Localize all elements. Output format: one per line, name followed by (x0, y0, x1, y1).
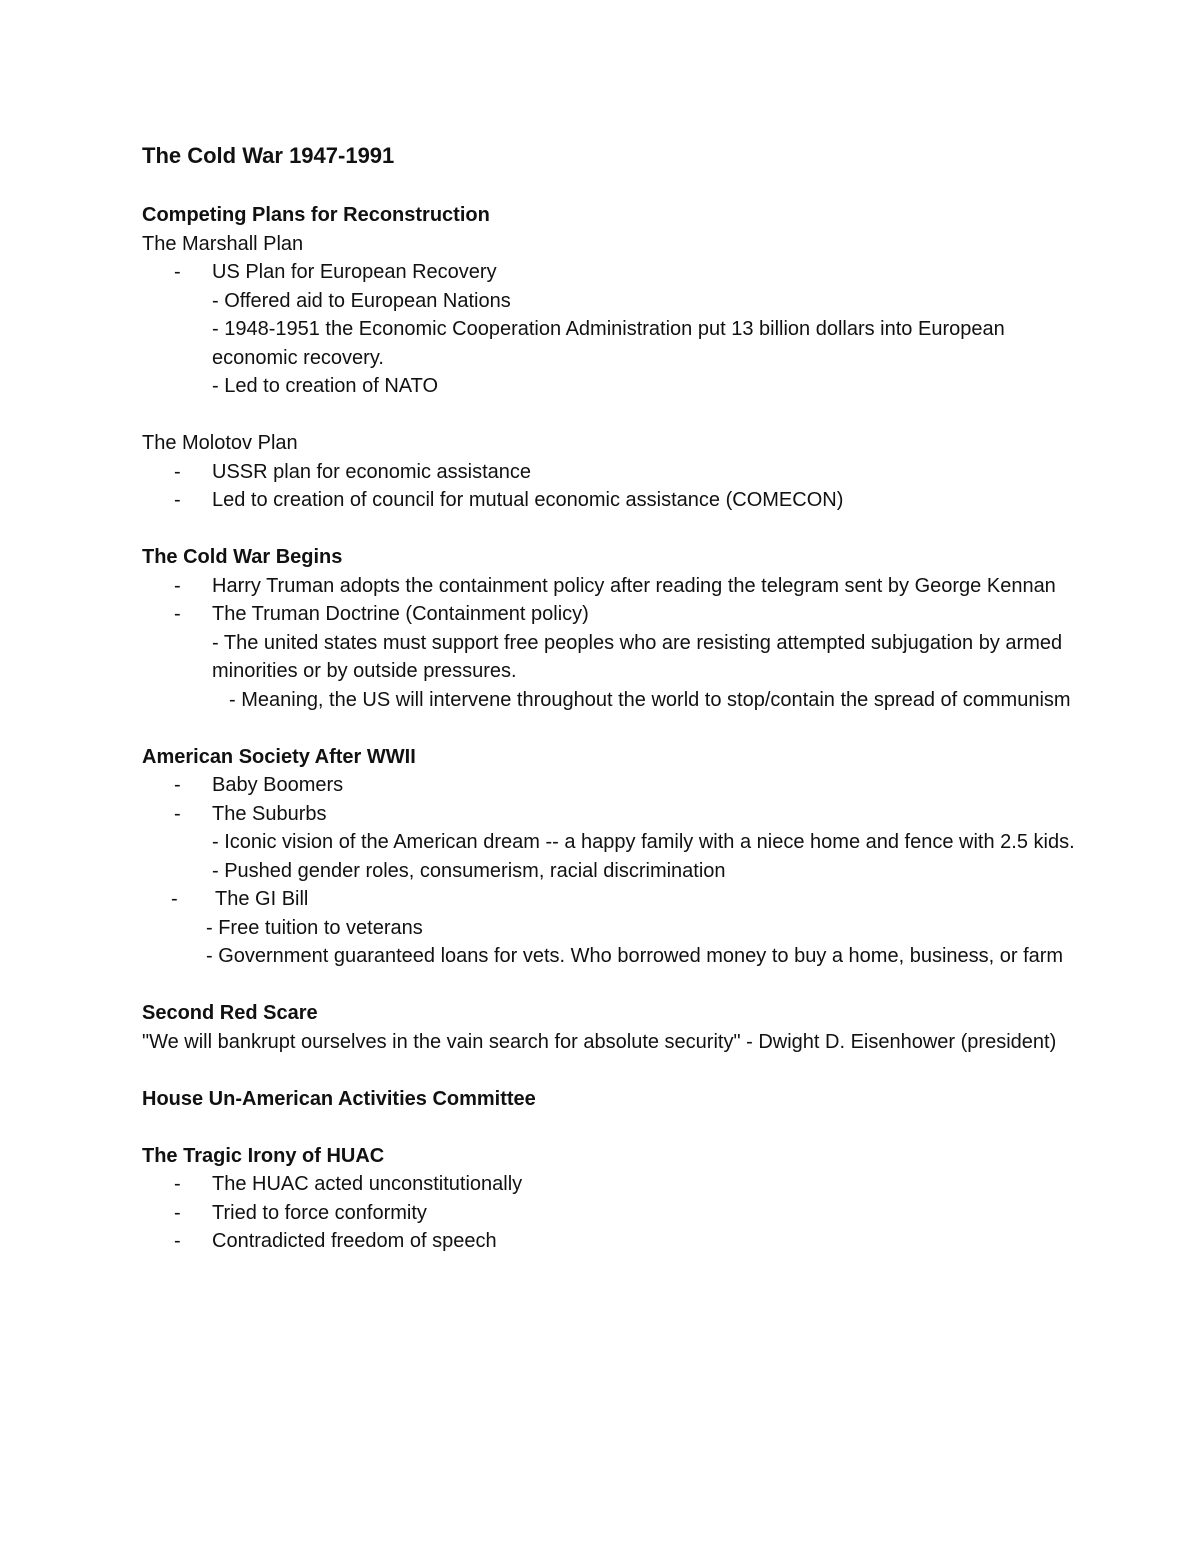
section-american-society (142, 743, 1082, 971)
bullet-dash: - (174, 1173, 181, 1195)
list-item: - The GI Bill (142, 885, 1082, 914)
sub-item: - Meaning, the US will intervene throughout the world to stop/contain the spread of communism (229, 688, 1071, 711)
section-red-scare (142, 999, 1082, 1056)
list-item: - The Truman Doctrine (Containment policy) (142, 600, 1082, 629)
molotov-plan-label: The Molotov Plan (142, 432, 298, 454)
sub-item: - 1948-1951 the Economic Cooperation Administration put 13 billion dollars into European economic recovery. (212, 318, 1005, 369)
sub-item: - Led to creation of NATO (212, 375, 439, 397)
sub-item: - Free tuition to veterans (206, 916, 423, 939)
bullet-dash: - (174, 261, 181, 283)
bullet-dash: - (174, 489, 181, 511)
list-item: - Led to creation of council for mutual economic assistance (COMECON) (142, 486, 1082, 515)
eisenhower-quote: "We will bankrupt ourselves in the vain search for absolute security" - Dwight D. Eisenhower (president) (142, 1030, 1057, 1053)
bullet-dash: - (174, 574, 181, 597)
section-heading: The Cold War Begins (142, 546, 343, 568)
sub-item: - Government guaranteed loans for vets. Who borrowed money to buy a home, business, or farm (206, 945, 1064, 967)
list-item: - Tried to force conformity (142, 1199, 1082, 1228)
sub-item: - Pushed gender roles, consumerism, racial discrimination (212, 859, 726, 882)
section-heading: Second Red Scare (142, 1002, 318, 1024)
section-reconstruction (142, 201, 1082, 515)
document-title: The Cold War 1947-1991 (142, 143, 395, 168)
bullet-dash: - (174, 1201, 181, 1224)
list-item: - US Plan for European Recovery (142, 258, 1082, 287)
marshall-plan-label: The Marshall Plan (142, 232, 304, 255)
sub-item: - Iconic vision of the American dream -- a happy family with a niece home and fence with 2.5 kids. (212, 831, 1075, 853)
section-heading: Competing Plans for Reconstruction (142, 204, 490, 226)
bullet-dash: - (174, 802, 181, 825)
sub-item: - The united states must support free peoples who are resisting attempted subjugation by armed minorities or by outside pressures. (212, 631, 1063, 682)
section-tragic-irony (142, 1142, 1082, 1256)
list-item: - The Suburbs (142, 800, 1082, 829)
list-item: - The HUAC acted unconstitutionally (142, 1170, 1082, 1199)
bullet-dash: - (171, 888, 178, 910)
section-heading: The Tragic Irony of HUAC (142, 1144, 385, 1167)
list-item: - Baby Boomers (142, 771, 1082, 800)
document-page (142, 140, 1082, 1256)
bullet-dash: - (174, 603, 181, 625)
bullet-dash: - (174, 460, 181, 483)
section-cold-war-begins (142, 543, 1082, 714)
sub-item: - Offered aid to European Nations (212, 289, 511, 312)
list-item: - Harry Truman adopts the containment policy after reading the telegram sent by George Kennan (142, 572, 1082, 601)
section-huac (142, 1085, 1082, 1114)
bullet-dash: - (174, 774, 181, 796)
list-item: - Contradicted freedom of speech (142, 1227, 1082, 1256)
list-item: - USSR plan for economic assistance (142, 458, 1082, 487)
section-heading: American Society After WWII (142, 745, 416, 768)
section-heading: House Un-American Activities Committee (142, 1087, 536, 1110)
bullet-dash: - (174, 1230, 181, 1252)
